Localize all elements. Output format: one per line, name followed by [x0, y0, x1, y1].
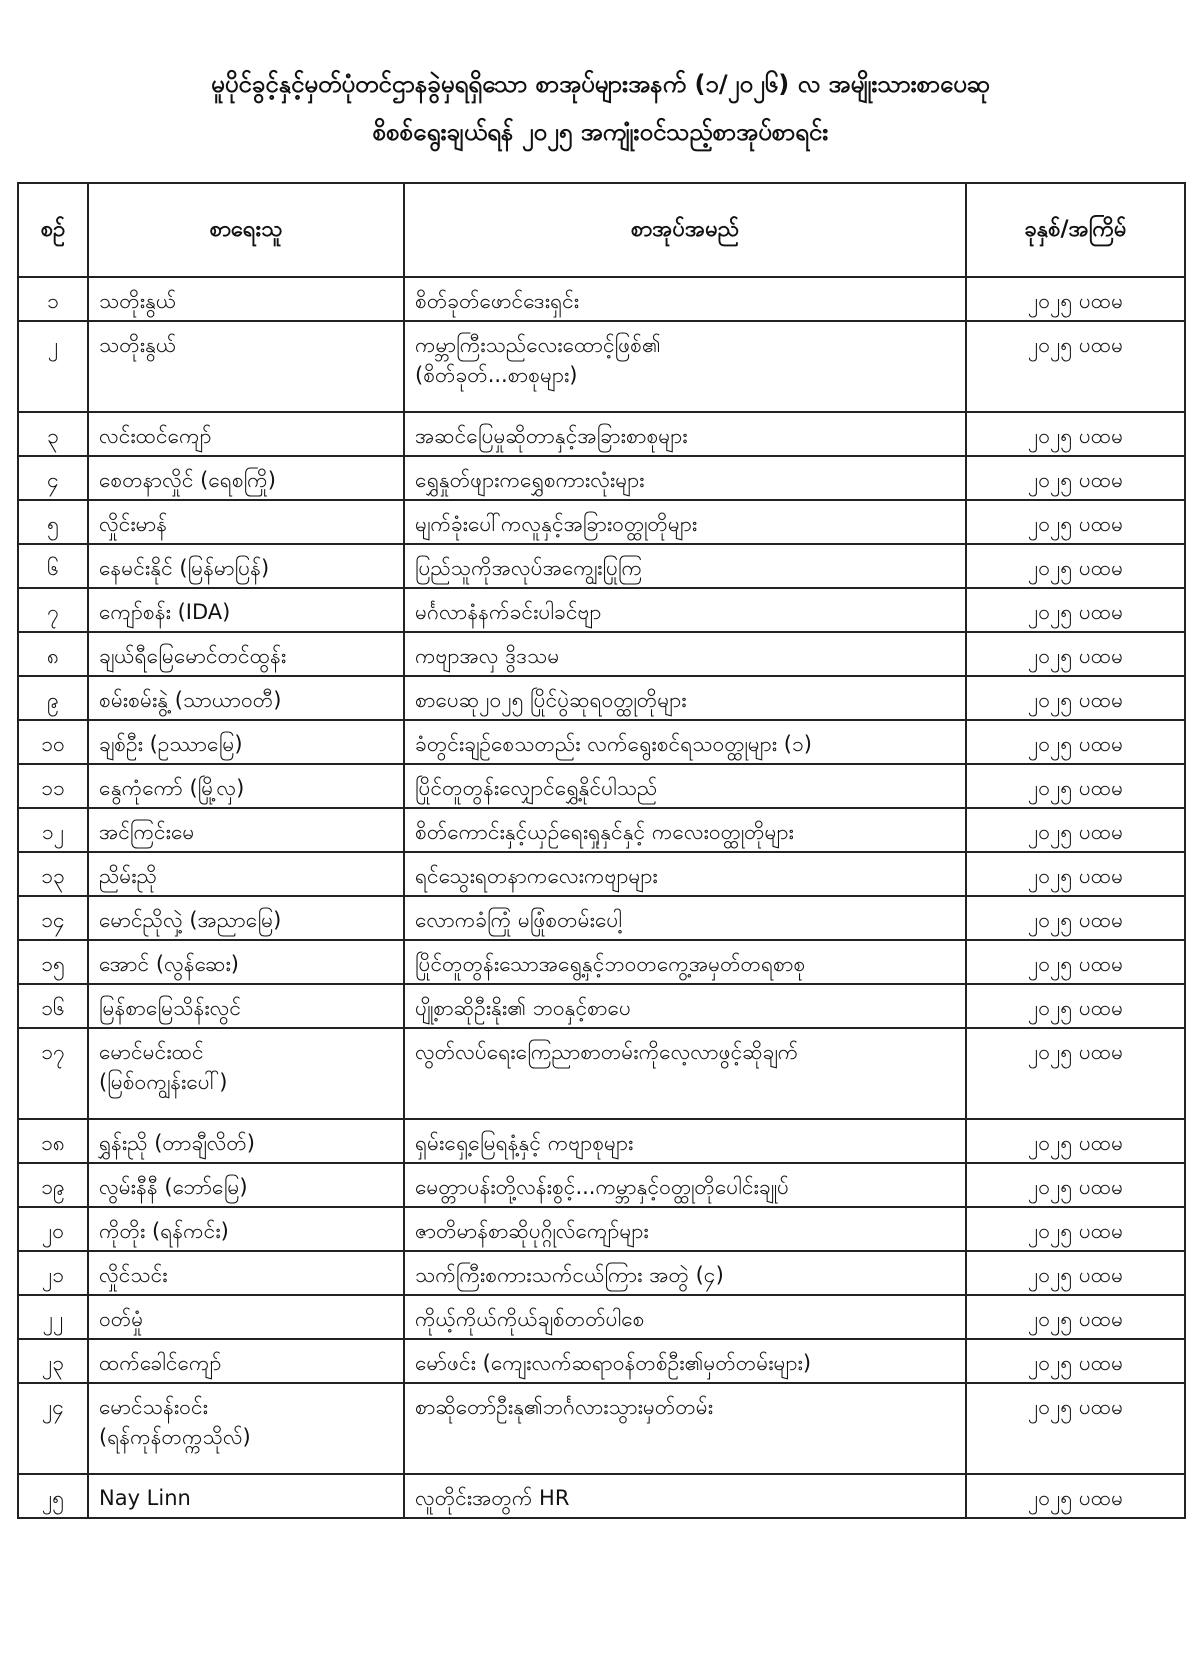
writer-cell: ချယ်ရီမြေမောင်တင်ထွန်း	[88, 632, 404, 676]
table-row	[18, 1295, 1185, 1339]
book-title-cell: ကိုယ့်ကိုယ်ကိုယ်ချစ်တတ်ပါစေ	[404, 1295, 966, 1339]
edition-cell: ၂၀၂၅ ပထမ	[966, 277, 1185, 321]
row-number: ၂၁	[18, 1251, 88, 1295]
row-number: ၂	[18, 321, 88, 412]
book-title-cell: မေတ္တာပန်းတို့လန်းစွင့်...ကမ္ဘာနှင့်ဝတ္ထုတိုပေါင်းချုပ်	[404, 1163, 966, 1207]
book-title-cell: ရင်သွေးရတနာကလေးကဗျာများ	[404, 852, 966, 896]
edition-cell: ၂၀၂၅ ပထမ	[966, 500, 1185, 544]
row-number: ၁၄	[18, 896, 88, 940]
book-title-cell: စာပေဆု၂၀၂၅ ပြိုင်ပွဲဆုရဝတ္ထုတိုများ	[404, 676, 966, 720]
writer-cell: ဝတ်မှုံ	[88, 1295, 404, 1339]
edition-cell: ၂၀၂၅ ပထမ	[966, 1028, 1185, 1119]
table-row	[18, 588, 1185, 632]
writer-cell: မြန်စာမြေသိန်းလွင်	[88, 984, 404, 1028]
table-row	[18, 544, 1185, 588]
edition-cell: ၂၀၂၅ ပထမ	[966, 412, 1185, 456]
writer-cell: ချစ်ဦး (ဥဿာမြေ)	[88, 720, 404, 764]
writer-cell: မောင်မင်းထင် (မြစ်ဝကျွန်းပေါ်)	[88, 1028, 404, 1119]
book-title-cell: ဇာတိမာန်စာဆိုပုဂ္ဂိုလ်ကျော်များ	[404, 1207, 966, 1251]
row-number: ၁၃	[18, 852, 88, 896]
writer-cell: စမ်းစမ်းနွဲ့ (သာယာဝတီ)	[88, 676, 404, 720]
book-title-cell: ကဗျာအလှ ဒွိဒသမ	[404, 632, 966, 676]
edition-cell: ၂၀၂၅ ပထမ	[966, 984, 1185, 1028]
row-number: ၁၁	[18, 764, 88, 808]
row-number: ၂၃	[18, 1339, 88, 1383]
book-title-cell: မော်ဖင်း (ကျေးလက်ဆရာဝန်တစ်ဦး၏မှတ်တမ်းများ)	[404, 1339, 966, 1383]
table-row	[18, 808, 1185, 852]
edition-cell: ၂၀၂၅ ပထမ	[966, 1163, 1185, 1207]
table-row	[18, 1339, 1185, 1383]
writer-cell: ရွှန်းညို (တာချီလိတ်)	[88, 1119, 404, 1163]
writer-cell: လှိုင်သင်း	[88, 1251, 404, 1295]
table-row	[18, 1028, 1185, 1119]
book-title-cell: စိတ်ခုတ်ဖောင်ဒေးရှင်း	[404, 277, 966, 321]
row-number: ၂၂	[18, 1295, 88, 1339]
writer-cell: လှိုင်းမာန်	[88, 500, 404, 544]
table-row	[18, 500, 1185, 544]
table-row	[18, 1474, 1185, 1518]
book-title-cell: ပြိုင်တူတွန်းလျှောင်ရွှေ့နိုင်ပါသည်	[404, 764, 966, 808]
table-row	[18, 676, 1185, 720]
row-number: ၁၆	[18, 984, 88, 1028]
table-row	[18, 1163, 1185, 1207]
table-header-row	[18, 183, 1185, 277]
book-title-cell: သက်ကြီးစကားသက်ငယ်ကြား အတွဲ (၄)	[404, 1251, 966, 1295]
edition-cell: ၂၀၂၅ ပထမ	[966, 1295, 1185, 1339]
edition-cell: ၂၀၂၅ ပထမ	[966, 852, 1185, 896]
book-title-cell: ပျို့စာဆိုဦးနိုး၏ ဘဝနှင့်စာပေ	[404, 984, 966, 1028]
edition-cell: ၂၀၂၅ ပထမ	[966, 1339, 1185, 1383]
row-number: ၉	[18, 676, 88, 720]
table-row	[18, 1251, 1185, 1295]
writer-cell: အောင် (လွန်ဆေး)	[88, 940, 404, 984]
row-number: ၅	[18, 500, 88, 544]
book-title-cell: ကမ္ဘာကြီးသည်လေးထောင့်ဖြစ်၏ (စိတ်ခုတ်...စာစုများ)	[404, 321, 966, 412]
table-row	[18, 896, 1185, 940]
row-number: ၈	[18, 632, 88, 676]
table-body	[18, 277, 1185, 1518]
row-number: ၆	[18, 544, 88, 588]
edition-cell: ၂၀၂၅ ပထမ	[966, 632, 1185, 676]
row-number: ၂၄	[18, 1383, 88, 1474]
writer-cell: လင်းထင်ကျော်	[88, 412, 404, 456]
book-title-cell: အဆင်ပြေမှုဆိုတာနှင့်အခြားစာစုများ	[404, 412, 966, 456]
book-title-cell: လွတ်လပ်ရေးကြေညာစာတမ်းကိုလေ့လာဖွင့်ဆိုချက်	[404, 1028, 966, 1119]
edition-cell: ၂၀၂၅ ပထမ	[966, 1251, 1185, 1295]
writer-cell: မောင်သန်းဝင်း (ရန်ကုန်တက္ကသိုလ်)	[88, 1383, 404, 1474]
table-row	[18, 1383, 1185, 1474]
edition-cell: ၂၀၂၅ ပထမ	[966, 1383, 1185, 1474]
writer-cell: စေတနာလှိုင် (ရေစကြို)	[88, 456, 404, 500]
header-no: စဉ်	[18, 183, 88, 277]
book-list-table	[17, 182, 1186, 1519]
writer-cell: အင်ကြင်းမေ	[88, 808, 404, 852]
writer-cell: Nay Linn	[88, 1474, 404, 1518]
row-number: ၂၅	[18, 1474, 88, 1518]
header-edition: ခုနှစ်/အကြိမ်	[966, 183, 1185, 277]
row-number: ၁၉	[18, 1163, 88, 1207]
writer-cell: လွမ်းနီနီ (ဘော်မြေ)	[88, 1163, 404, 1207]
edition-cell: ၂၀၂၅ ပထမ	[966, 1119, 1185, 1163]
table-row	[18, 1119, 1185, 1163]
row-number: ၁၀	[18, 720, 88, 764]
row-number: ၄	[18, 456, 88, 500]
book-title-cell: ခံတွင်းချဉ်စေသတည်း လက်ရွေးစင်ရသဝတ္ထုများ (၁)	[404, 720, 966, 764]
table-row	[18, 277, 1185, 321]
row-number: ၂၀	[18, 1207, 88, 1251]
row-number: ၁၅	[18, 940, 88, 984]
header-writer: စာရေးသူ	[88, 183, 404, 277]
document-subtitle: စိစစ်ရွေးချယ်ရန် ၂၀၂၅ အကျုံးဝင်သည့်စာအုပ်စာရင်း	[372, 118, 829, 146]
row-number: ၇	[18, 588, 88, 632]
table-row	[18, 1207, 1185, 1251]
book-title-cell: ပြည်သူကိုအလုပ်အကျွေးပြုကြ	[404, 544, 966, 588]
table-row	[18, 852, 1185, 896]
table-row	[18, 984, 1185, 1028]
edition-cell: ၂၀၂၅ ပထမ	[966, 1474, 1185, 1518]
edition-cell: ၂၀၂၅ ပထမ	[966, 720, 1185, 764]
edition-cell: ၂၀၂၅ ပထမ	[966, 764, 1185, 808]
book-title-cell: မျက်ခုံးပေါ်ကလူနှင့်အခြားဝတ္ထုတိုများ	[404, 500, 966, 544]
header-book-title: စာအုပ်အမည်	[404, 183, 966, 277]
writer-cell: သတိုးနွယ်	[88, 321, 404, 412]
table-row	[18, 764, 1185, 808]
edition-cell: ၂၀၂၅ ပထမ	[966, 676, 1185, 720]
writer-cell: နွေကုံကော် (မြို့လှ)	[88, 764, 404, 808]
book-title-cell: စာဆိုတော်ဦးနု၏ဘင်္ဂလားသွားမှတ်တမ်း	[404, 1383, 966, 1474]
book-title-cell: စိတ်ကောင်းနှင့်ယှဉ်ရေးရှုနှင်နှင့် ကလေးဝတ္ထုတိုများ	[404, 808, 966, 852]
table-row	[18, 456, 1185, 500]
row-number: ၁၇	[18, 1028, 88, 1119]
edition-cell: ၂၀၂၅ ပထမ	[966, 456, 1185, 500]
table-row	[18, 720, 1185, 764]
row-number: ၁	[18, 277, 88, 321]
book-title-cell: လောကခံကြုံ မဖြုံစတမ်းပေါ့	[404, 896, 966, 940]
book-title-cell: ပြိုင်တူတွန်းသောအရွေ့နှင့်ဘဝတကွေ့အမှတ်တရစာစု	[404, 940, 966, 984]
edition-cell: ၂၀၂၅ ပထမ	[966, 808, 1185, 852]
edition-cell: ၂၀၂၅ ပထမ	[966, 588, 1185, 632]
row-number: ၁၂	[18, 808, 88, 852]
table-row	[18, 321, 1185, 412]
book-title-cell: ရှမ်းရှေ့မြေရနံ့နှင့် ကဗျာစုများ	[404, 1119, 966, 1163]
writer-cell: ထက်ခေါင်ကျော်	[88, 1339, 404, 1383]
writer-cell: သတိုးနွယ်	[88, 277, 404, 321]
book-title-cell: မင်္ဂလာနံနက်ခင်းပါခင်ဗျာ	[404, 588, 966, 632]
edition-cell: ၂၀၂၅ ပထမ	[966, 896, 1185, 940]
book-title-cell: ရွှေနှုတ်ဖျားကရွှေစကားလုံးများ	[404, 456, 966, 500]
writer-cell: ကိုတိုး (ရန်ကင်း)	[88, 1207, 404, 1251]
document-title: မူပိုင်ခွင့်နှင့်မှတ်ပုံတင်ဌာနခွဲမှရရှိသော စာအုပ်များအနက် (၁/၂၀၂၆) လ အမျိုးသားစာပေဆု	[211, 70, 990, 98]
edition-cell: ၂၀၂၅ ပထမ	[966, 544, 1185, 588]
writer-cell: ညိမ်းညို	[88, 852, 404, 896]
edition-cell: ၂၀၂၅ ပထမ	[966, 321, 1185, 412]
edition-cell: ၂၀၂၅ ပထမ	[966, 940, 1185, 984]
edition-cell: ၂၀၂၅ ပထမ	[966, 1207, 1185, 1251]
book-title-cell: လူတိုင်းအတွက် HR	[404, 1474, 966, 1518]
row-number: ၁၈	[18, 1119, 88, 1163]
writer-cell: နေမင်းနိုင် (မြန်မာပြန်)	[88, 544, 404, 588]
writer-cell: ကျော်စန်း (IDA)	[88, 588, 404, 632]
row-number: ၃	[18, 412, 88, 456]
table-row	[18, 412, 1185, 456]
writer-cell: မောင်ညိုလှဲ့ (အညာမြေ)	[88, 896, 404, 940]
table-row	[18, 940, 1185, 984]
table-row	[18, 632, 1185, 676]
